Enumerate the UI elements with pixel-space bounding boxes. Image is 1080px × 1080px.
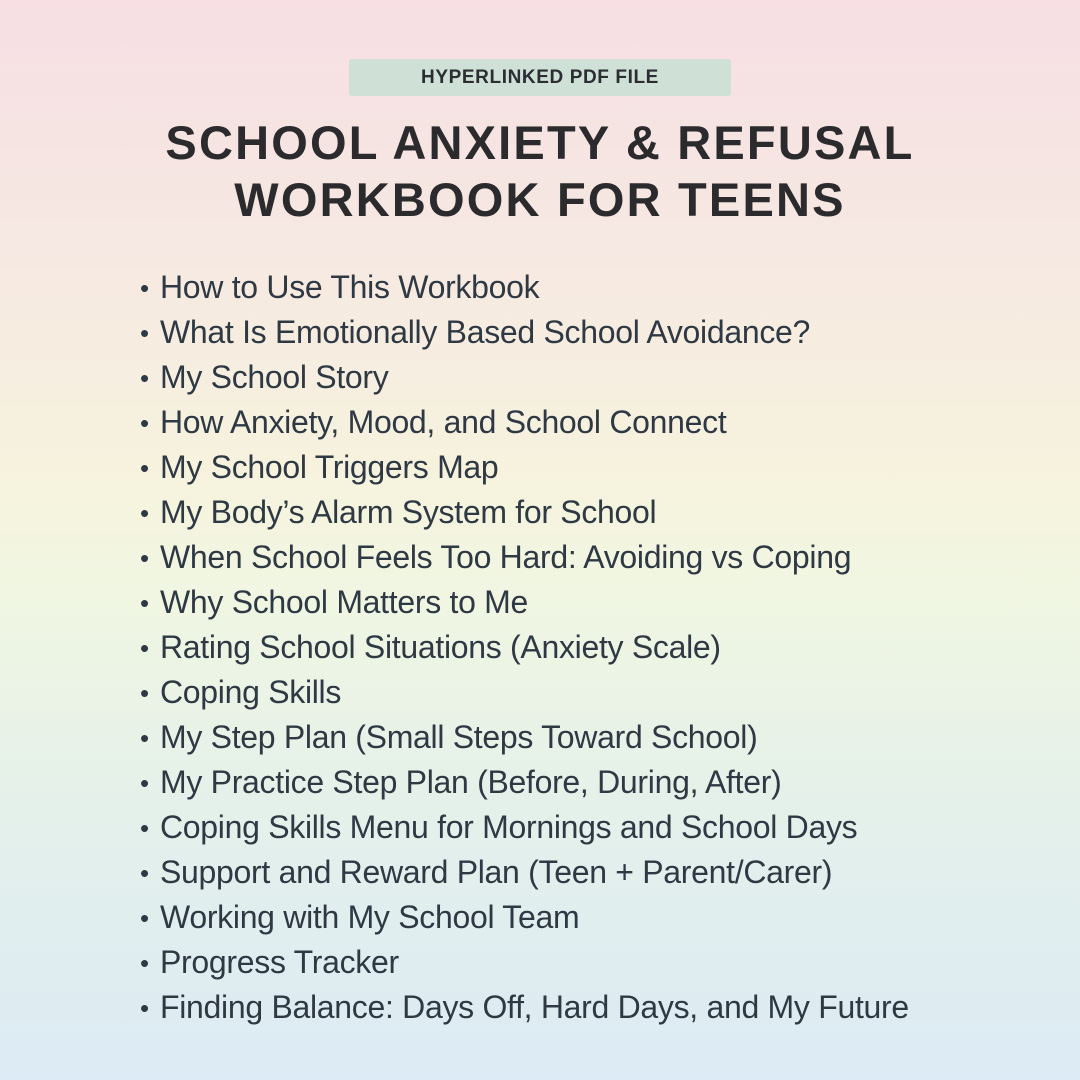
list-item-label: My School Triggers Map [160, 449, 499, 485]
list-item-label: My Body’s Alarm System for School [160, 494, 657, 530]
bullet-icon: • [140, 273, 149, 303]
list-item [140, 760, 909, 805]
list-item-label: How to Use This Workbook [160, 269, 540, 305]
list-item-label: My Practice Step Plan (Before, During, After) [160, 764, 782, 800]
list-item [140, 310, 909, 355]
bullet-icon: • [140, 903, 149, 933]
list-item-label: Progress Tracker [160, 944, 399, 980]
list-item [140, 805, 909, 850]
bullet-icon: • [140, 858, 149, 888]
list-item-label: Coping Skills [160, 674, 342, 710]
bullet-icon: • [140, 453, 149, 483]
list-item-label: My School Story [160, 359, 389, 395]
list-item-label: When School Feels Too Hard: Avoiding vs Coping [160, 539, 852, 575]
list-item-label: Why School Matters to Me [160, 584, 529, 620]
list-item-label: Working with My School Team [160, 899, 580, 935]
list-item [140, 895, 909, 940]
bullet-icon: • [140, 993, 149, 1023]
title-line-1: SCHOOL ANXIETY & REFUSAL [165, 116, 915, 169]
bullet-icon: • [140, 678, 149, 708]
bullet-icon: • [140, 498, 149, 528]
list-item [140, 400, 909, 445]
list-item-label: Support and Reward Plan (Teen + Parent/Carer) [160, 854, 833, 890]
bullet-icon: • [140, 408, 149, 438]
list-item [140, 985, 909, 1030]
list-item [140, 850, 909, 895]
contents-list [140, 265, 909, 1030]
list-item [140, 670, 909, 715]
list-item [140, 355, 909, 400]
workbook-title [0, 114, 1080, 228]
bullet-icon: • [140, 723, 149, 753]
bullet-icon: • [140, 813, 149, 843]
list-item-label: My Step Plan (Small Steps Toward School) [160, 719, 758, 755]
bullet-icon: • [140, 318, 149, 348]
bullet-icon: • [140, 588, 149, 618]
list-item [140, 580, 909, 625]
list-item [140, 940, 909, 985]
bullet-icon: • [140, 363, 149, 393]
list-item [140, 625, 909, 670]
bullet-icon: • [140, 633, 149, 663]
list-item-label: What Is Emotionally Based School Avoidance? [160, 314, 811, 350]
title-line-2: WORKBOOK FOR TEENS [234, 173, 846, 226]
bullet-icon: • [140, 768, 149, 798]
list-item-label: Coping Skills Menu for Mornings and School Days [160, 809, 858, 845]
list-item-label: How Anxiety, Mood, and School Connect [160, 404, 727, 440]
list-item [140, 265, 909, 310]
list-item [140, 445, 909, 490]
list-item [140, 715, 909, 760]
bullet-icon: • [140, 543, 149, 573]
hyperlinked-pdf-badge: HYPERLINKED PDF FILE [349, 59, 731, 96]
list-item-label: Rating School Situations (Anxiety Scale) [160, 629, 721, 665]
bullet-icon: • [140, 948, 149, 978]
list-item-label: Finding Balance: Days Off, Hard Days, and My Future [160, 989, 909, 1025]
list-item [140, 535, 909, 580]
list-item [140, 490, 909, 535]
